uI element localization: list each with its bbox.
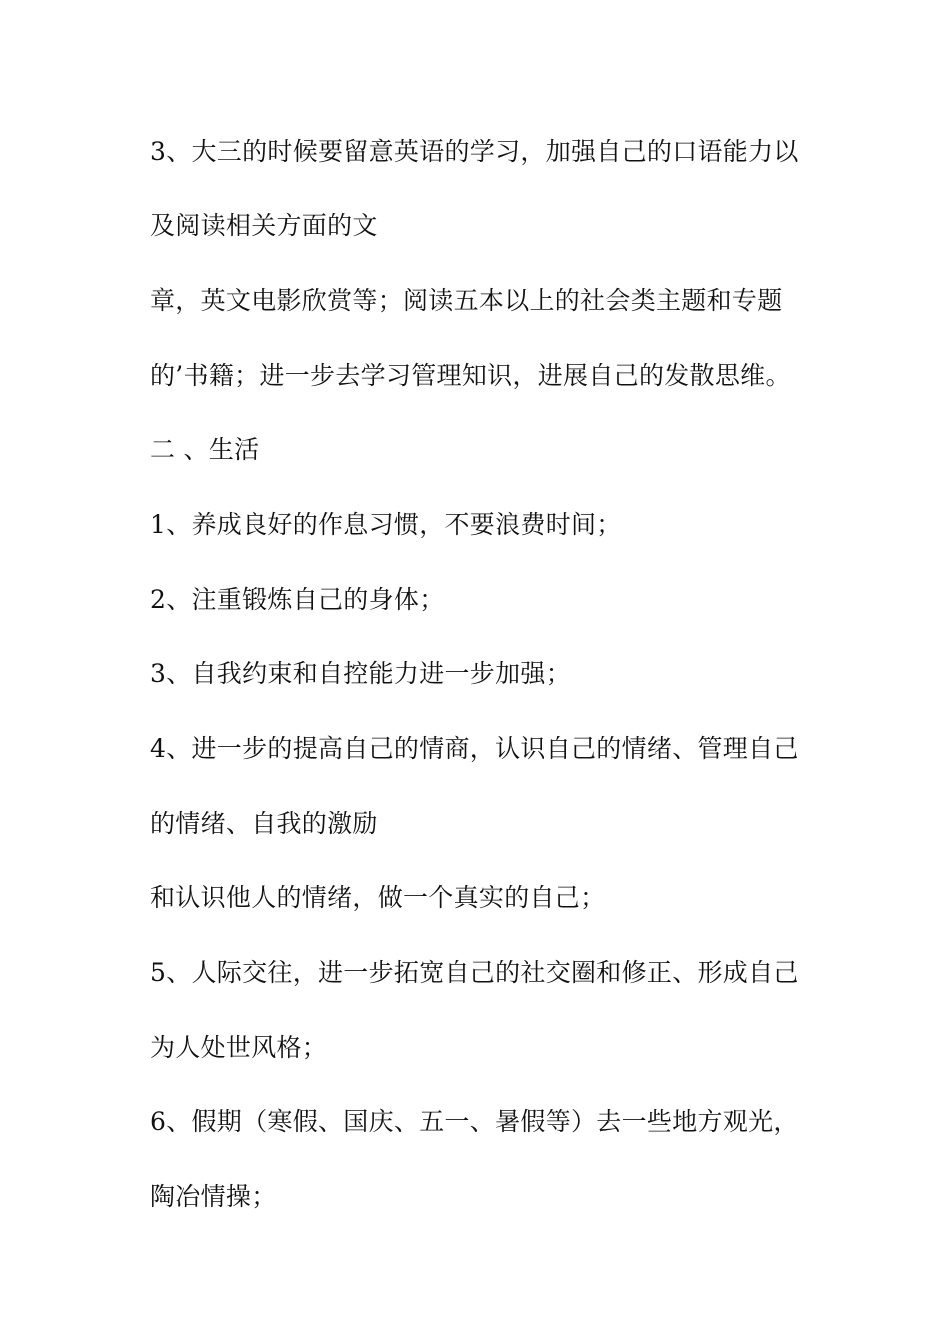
text-line-life-4b: 的情绪、自我的激励 <box>150 809 378 838</box>
text-line-life-6b: 陶冶情操； <box>150 1182 277 1211</box>
text-line-study-3b: 及阅读相关方面的文 <box>150 211 378 240</box>
text-line-life-4c: 和认识他人的情绪，做一个真实的自己； <box>150 883 606 912</box>
text-line-life-4a: 4、进一步的提高自己的情商，认识自己的情绪、管理自己 <box>150 734 799 763</box>
text-line-life-5b: 为人处世风格； <box>150 1033 328 1062</box>
text-line-study-3a: 3、大三的时候要留意英语的学习，加强自己的口语能力以 <box>150 137 799 166</box>
text-line-study-3d: 的’书籍；进一步去学习管理知识，进展自己的发散思维。 <box>150 361 791 390</box>
text-line-life-3: 3、自我约束和自控能力进一步加强； <box>150 659 572 688</box>
text-line-life-1: 1、养成良好的作息习惯，不要浪费时间； <box>150 510 622 539</box>
section-heading-life: 二 、生活 <box>150 435 260 464</box>
text-line-life-2: 2、注重锻炼自己的身体； <box>150 585 445 614</box>
text-line-life-6a: 6、假期（寒假、国庆、五一、暑假等）去一些地方观光， <box>150 1107 799 1136</box>
text-line-study-3c: 章，英文电影欣赏等；阅读五本以上的社会类主题和专题 <box>150 286 783 315</box>
text-line-life-5a: 5、人际交往，进一步拓宽自己的社交圈和修正、形成自己 <box>150 958 799 987</box>
